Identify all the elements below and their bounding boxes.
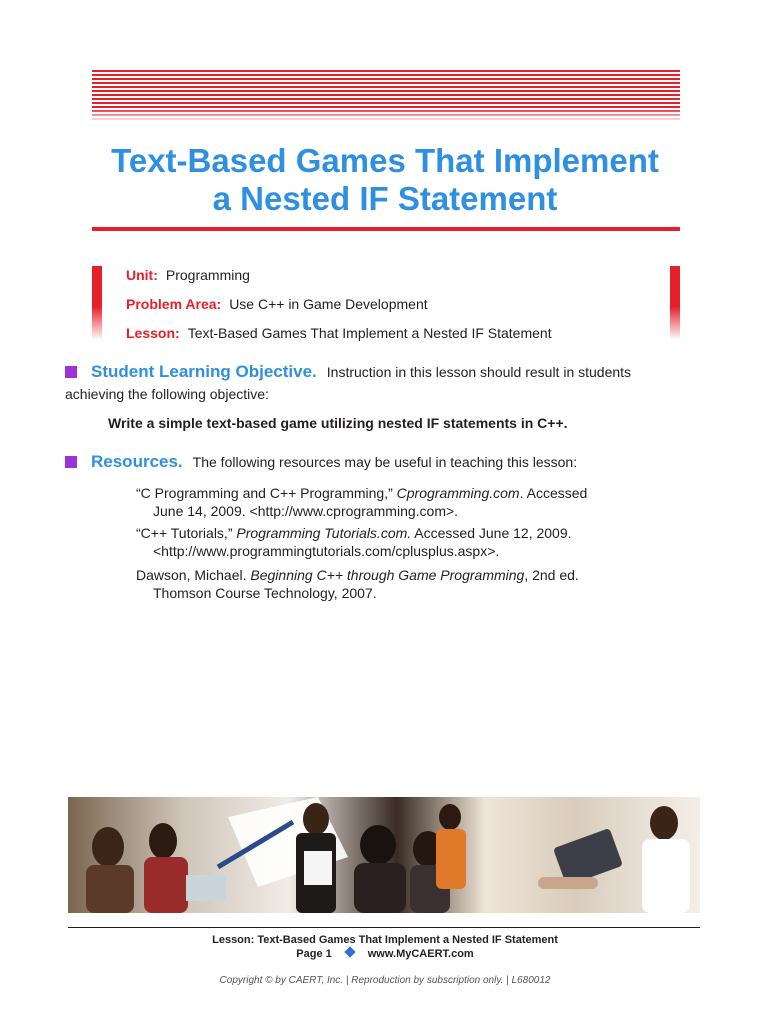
resources-heading-row <box>91 453 577 471</box>
left-accent-bar <box>92 266 102 340</box>
reference-title: Beginning C++ through Game Programming <box>250 567 525 583</box>
resources-bullet-icon <box>65 456 77 468</box>
title-line-1: Text-Based Games That Implement <box>111 142 659 179</box>
title-rule <box>92 227 680 231</box>
resources-heading: Resources. <box>91 452 183 471</box>
lesson-value: Text-Based Games That Implement a Nested IF Statement <box>187 325 552 341</box>
reference-details: <http://www.programmingtutorials.com/cplusplus.aspx>. <box>153 543 500 559</box>
reference-text: Accessed June 12, 2009. <box>411 525 572 541</box>
unit-label: Unit: <box>126 267 158 283</box>
objective-intro-continued: achieving the following objective: <box>65 386 269 402</box>
lesson-row <box>126 324 552 342</box>
reference-title: Programming Tutorials.com. <box>236 525 412 541</box>
reference-text: “C++ Tutorials,” <box>136 525 237 541</box>
website-link[interactable]: www.MyCAERT.com <box>367 948 474 960</box>
copyright-notice: Copyright © by CAERT, Inc. | Reproduction by subscription only. | L680012 <box>219 975 551 986</box>
objective-heading: Student Learning Objective. <box>91 362 317 381</box>
reference-item <box>136 524 676 560</box>
reference-text: Dawson, Michael. <box>136 567 251 583</box>
footer-page-row <box>0 947 770 961</box>
unit-row <box>126 266 250 284</box>
unit-value: Programming <box>165 267 250 283</box>
objective-bullet-icon <box>65 366 77 378</box>
reference-item <box>136 484 676 520</box>
reference-text: “C Programming and C++ Programming,” <box>136 485 397 501</box>
footer-rule <box>68 927 700 928</box>
photo-collage <box>68 797 700 913</box>
problem-area-row <box>126 295 428 313</box>
lesson-label: Lesson: <box>126 325 180 341</box>
reference-text: , 2nd ed. <box>524 567 579 583</box>
reference-details: Thomson Course Technology, 2007. <box>153 585 377 601</box>
header-stripes <box>92 70 680 122</box>
reference-text: . Accessed <box>519 485 588 501</box>
page-title <box>60 142 710 218</box>
reference-details: June 14, 2009. <http://www.cprogramming.com>. <box>153 503 459 519</box>
diamond-icon <box>344 946 355 957</box>
objective-heading-row <box>91 363 631 381</box>
reference-item <box>136 566 676 602</box>
reference-title: Cprogramming.com <box>396 485 520 501</box>
objective-intro: Instruction in this lesson should result in students <box>326 364 632 380</box>
page-number: Page 1 <box>296 948 332 960</box>
problem-area-label: Problem Area: <box>126 296 222 312</box>
footer-lesson-title: Lesson: Text-Based Games That Implement a Nested IF Statement <box>212 934 558 946</box>
right-accent-bar <box>670 266 680 340</box>
resources-intro: The following resources may be useful in teaching this lesson: <box>192 454 578 470</box>
title-line-2: a Nested IF Statement <box>212 180 558 217</box>
photo-collage-image <box>68 797 700 913</box>
objective-statement: Write a simple text-based game utilizing nested IF statements in C++. <box>108 415 568 431</box>
problem-area-value: Use C++ in Game Development <box>229 296 428 312</box>
